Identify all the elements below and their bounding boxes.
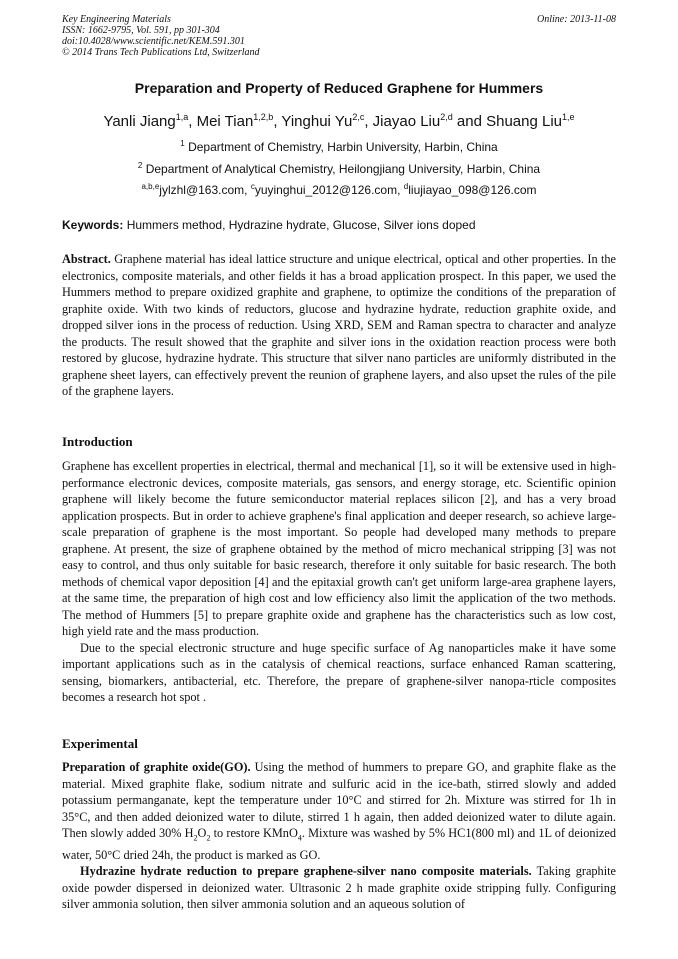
email-address[interactable]: yuyinghui_2012@126.com, <box>254 183 404 197</box>
subscript: 2 <box>193 833 198 843</box>
experimental-paragraph-1 <box>62 759 616 863</box>
experimental-text: Using the method of hummers to prepare GO, and graphite flake as the material. Mixed graphite flake, sodium nitrate and sulfuric acid in the ice-bath, stirred slowly and added potassium permanganate, kept the temperature under 10°C and stirred for 2h. Mixture was stirred for 1h in 35°C, and then added deionized water to dilute, stirred 1 h again, then added deionized water to dilute again. Then slowly added 30% H <box>62 760 616 840</box>
affiliation-marker: 1 <box>180 139 185 148</box>
email-address[interactable]: jylzhl@163.com, <box>159 183 251 197</box>
author-separator: and <box>452 113 487 130</box>
author-separator: , <box>273 113 282 130</box>
author-name: Yanli Jiang <box>103 113 176 130</box>
keywords-text: Hummers method, Hydrazine hydrate, Glucose, Silver ions doped <box>126 218 476 232</box>
journal-issn: ISSN: 1662-9795, Vol. 591, pp 301-304 <box>62 25 220 36</box>
author-name: Shuang Liu <box>486 113 563 130</box>
online-date: Online: 2013-11-08 <box>537 14 616 25</box>
affiliation-text: Department of Chemistry, Harbin University, Harbin, China <box>188 140 498 154</box>
keywords <box>62 218 616 232</box>
email-marker: c <box>250 182 255 191</box>
author-affiliation-marker: 1,e <box>562 112 575 122</box>
paper-title: Preparation and Property of Reduced Graphene for Hummers <box>134 80 544 96</box>
author-affiliation-marker: 1,2,b <box>253 112 274 122</box>
experimental-section <box>62 759 616 913</box>
keywords-label: Keywords: <box>62 218 124 232</box>
go-preparation-label: Preparation of graphite oxide(GO). <box>62 760 251 774</box>
email-marker: d <box>403 182 409 191</box>
introduction-section <box>62 458 616 706</box>
author-list <box>0 112 678 130</box>
experimental-heading: Experimental <box>62 736 138 751</box>
email-marker: a,b,e <box>141 182 160 191</box>
journal-name: Key Engineering Materials <box>62 14 171 25</box>
author-affiliation-marker: 2,c <box>352 112 365 122</box>
author-name: Jiayao Liu <box>372 113 441 130</box>
email-address[interactable]: liujiayao_098@126.com <box>408 183 537 197</box>
abstract-text: Graphene material has ideal lattice structure and unique electrical, optical and other properties. In the electronics, composite materials, and other fields it has a broad application prospect. In this paper, we used the Hummers method to prepare oxidized graphite and graphene, to optimize the conditions of the preparation of graphite oxide. With two kinds of reductors, glucose and hydrazine hydrate, reduction graphite oxide, and dropped silver ions in the process of reduction. Using XRD, SEM and Raman spectra to character and analyze the products. The result showed that the graphite and silver ions in the oxidation reaction process were both restored by glucose, hydrazine hydrate. This structure that silver nano particles are uniformly distributed in the graphene sheet layers, can effectively prevent the reunion of graphene layers, and also upset the rules of the pile of the graphene layers. <box>62 252 616 398</box>
affiliation-marker: 2 <box>137 161 143 170</box>
author-separator: , <box>364 113 373 130</box>
author-name: Mei Tian <box>196 113 254 130</box>
affiliation-2 <box>0 161 678 176</box>
journal-copyright: © 2014 Trans Tech Publications Ltd, Switzerland <box>62 47 260 58</box>
affiliation-text: Department of Analytical Chemistry, Heilongjiang University, Harbin, China <box>145 162 541 176</box>
abstract-label: Abstract. <box>62 252 111 266</box>
affiliation-1 <box>0 139 678 154</box>
subscript: 4 <box>297 833 302 843</box>
author-affiliation-marker: 1,a <box>175 112 189 122</box>
email-list <box>0 182 678 197</box>
hydrazine-reduction-label: Hydrazine hydrate reduction to prepare graphene-silver nano composite materials. <box>80 864 532 879</box>
author-separator: , <box>188 113 197 130</box>
author-affiliation-marker: 2,d <box>440 112 453 122</box>
subscript: 2 <box>206 833 211 843</box>
introduction-paragraph-2: Due to the special electronic structure and huge specific surface of Ag nanoparticles make it have some important applications such as in the catalysis of chemical reactions, surface enhanced Raman scattering, sensing, biomarkers, antibacterial, etc. Therefore, the prepare of graphene-silver nanopa-rticle composites becomes a research hot spot . <box>62 640 616 704</box>
experimental-text: Taking graphite oxide powder dispersed in deionized water. Ultrasonic 2 h made graphite oxide stripping fully. Configuring silver ammonia solution, then silver ammonia solution and an aqueous solution of <box>62 864 616 912</box>
journal-header <box>62 14 616 58</box>
journal-doi[interactable]: doi:10.4028/www.scientific.net/KEM.591.301 <box>62 36 245 47</box>
author-name: Yinghui Yu <box>281 113 353 130</box>
experimental-text: . Mixture was washed by 5% HC1(800 ml) and 1L of deionized water, 50°C dried 24h, the product is marked as GO. <box>62 826 616 862</box>
introduction-paragraph-1: Graphene has excellent properties in electrical, thermal and mechanical [1], so it will be extensive used in high-performance electronic devices, composite materials, gas sensors, and energy storage, etc. Scientific opinion graphene will likely become the future semiconductor material replaces silicon [2], and has a very broad application prospects. But in order to achieve graphene's final application and deeper research, so achieve large-scale preparation of graphene is the most important. So people had developed many methods to prepare graphene. At present, the size of graphene obtained by the method of micro mechanical stripping [3] was not easy to control, and thus only suitable for basic research, therefore it only suitable for basic research. The both methods of chemical vapor deposition [4] and the epitaxial growth can't get uniform large-area graphene layers, at the same time, the preparation of high cost and low efficiency also limit the application of the two methods. The method of Hummers [5] to prepare graphite oxide and graphene has the characteristics such as low cost, high yield rate and the mass production. <box>62 459 616 638</box>
experimental-text: to restore KMnO <box>210 826 298 840</box>
experimental-text: O <box>197 826 207 840</box>
abstract <box>62 251 616 400</box>
experimental-paragraph-2 <box>62 863 616 913</box>
introduction-heading: Introduction <box>62 434 133 449</box>
